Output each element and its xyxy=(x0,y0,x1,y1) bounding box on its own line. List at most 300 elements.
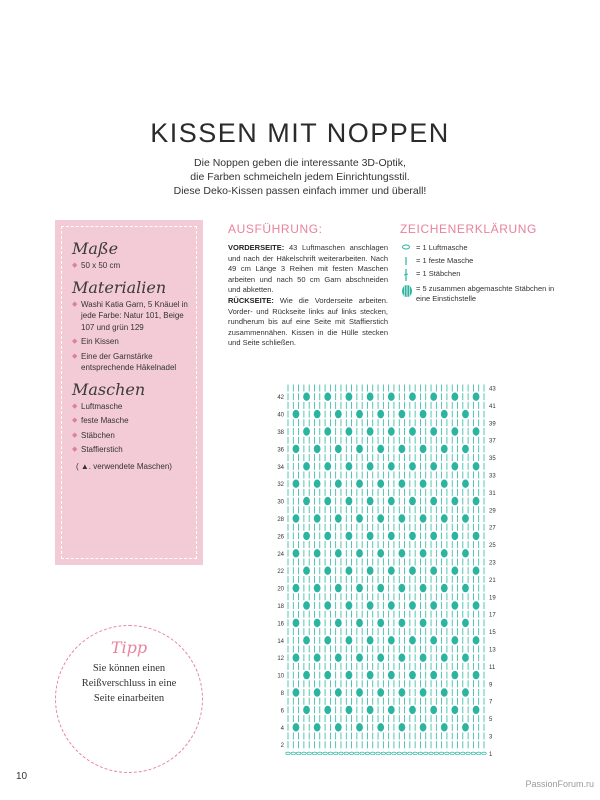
chain-stitch-mark xyxy=(439,752,443,755)
bobble-stitch-mark xyxy=(441,723,448,731)
row-label-right: 29 xyxy=(489,508,496,515)
chart-row xyxy=(288,741,484,748)
bobble-stitch-mark xyxy=(430,462,437,470)
bobble-stitch-mark xyxy=(451,706,458,714)
bobble-stitch-mark xyxy=(293,514,300,522)
bobble-stitch-mark xyxy=(314,654,321,662)
chart-row xyxy=(288,619,484,627)
bobble-stitch-mark xyxy=(430,497,437,505)
chart-row xyxy=(288,445,484,453)
materials-box-inner xyxy=(61,226,197,559)
bobble-stitch-mark xyxy=(398,619,405,627)
list-item-text: Luftmasche xyxy=(81,401,123,411)
row-label-left: 36 xyxy=(277,447,284,454)
bobble-stitch-mark xyxy=(473,462,480,470)
bobble-stitch-mark xyxy=(377,654,384,662)
bobble-stitch-mark xyxy=(388,532,395,540)
masse-heading: Maße xyxy=(72,239,119,258)
bobble-stitch-mark xyxy=(303,393,310,401)
chain-stitch-mark xyxy=(445,752,449,755)
bobble-stitch-mark xyxy=(473,393,480,401)
bobble-stitch-mark xyxy=(293,584,300,592)
ausfuehrung-heading: AUSFÜHRUNG: xyxy=(228,222,323,236)
row-label-left: 2 xyxy=(280,743,284,750)
rueckseite-text: Wie die Vorderseite arbeiten. Vorder- und Rückseite links auf links stecken, rundherum bis auf eine Seite mit Staffierstich zusammennähen. Kissen in die Hülle stecken und Seite schließen. xyxy=(228,295,388,348)
page-number: 10 xyxy=(16,771,28,782)
bobble-stitch-mark xyxy=(420,549,427,557)
row-label-left: 16 xyxy=(277,621,284,628)
chain-stitch-mark xyxy=(477,752,481,755)
chart-row xyxy=(288,611,484,618)
bobble-stitch-mark xyxy=(367,567,374,575)
tip-text xyxy=(56,661,202,706)
row-label-right: 21 xyxy=(489,577,496,584)
bobble-stitch-mark xyxy=(335,549,342,557)
chain-stitch-mark xyxy=(296,752,300,755)
row-label-right: 27 xyxy=(489,525,496,532)
row-label-left: 18 xyxy=(277,604,284,610)
row-label-right: 19 xyxy=(489,595,496,602)
maschen-note: ( ▲. verwendete Maschen) xyxy=(76,461,172,471)
bobble-stitch-mark xyxy=(473,636,480,644)
bobble-stitch-mark xyxy=(388,671,395,679)
chart-row xyxy=(288,541,484,548)
chart-row xyxy=(288,462,484,470)
materialien-list xyxy=(72,299,190,374)
bobble-stitch-mark xyxy=(346,636,353,644)
bobble-stitch-mark xyxy=(324,497,331,505)
diamond-bullet-icon: ◆ xyxy=(72,352,78,360)
bobble-stitch-mark xyxy=(409,706,416,714)
bobble-stitch-mark xyxy=(356,480,363,488)
bobble-stitch-mark xyxy=(441,410,448,418)
bobble-stitch-mark xyxy=(293,688,300,696)
chain-stitch-mark xyxy=(381,752,385,755)
row-label-right: 43 xyxy=(489,386,496,393)
chart-row xyxy=(288,671,484,679)
materialien-heading: Materialien xyxy=(72,277,167,297)
bobble-stitch-mark xyxy=(293,480,300,488)
bobble-stitch-mark xyxy=(346,393,353,401)
diamond-bullet-icon: ◆ xyxy=(72,431,78,439)
row-label-right: 35 xyxy=(489,456,496,463)
bobble-stitch-mark xyxy=(367,497,374,505)
bobble-stitch-mark xyxy=(314,410,321,418)
bobble-stitch-mark xyxy=(398,584,405,592)
bobble-stitch-mark xyxy=(462,584,469,592)
row-label-left: 32 xyxy=(277,482,284,489)
bobble-stitch-mark xyxy=(462,480,469,488)
bobble-stitch-mark xyxy=(430,567,437,575)
bobble-stitch-mark xyxy=(462,723,469,731)
bobble-stitch-mark xyxy=(377,445,384,453)
bobble-stitch-mark xyxy=(356,584,363,592)
bobble-stitch-mark xyxy=(430,393,437,401)
bobble-stitch-mark xyxy=(420,514,427,522)
bobble-stitch-mark xyxy=(420,619,427,627)
bobble-stitch-mark xyxy=(462,619,469,627)
list-item xyxy=(72,401,190,413)
tip-line: Seite einarbeiten xyxy=(93,693,165,704)
row-label-left: 10 xyxy=(277,673,284,680)
row-label-left: 42 xyxy=(277,395,284,402)
bobble-stitch-mark xyxy=(451,567,458,575)
legend-heading: ZEICHENERKLÄRUNG xyxy=(400,222,537,236)
bobble-stitch-mark xyxy=(441,654,448,662)
bobble-stitch-mark xyxy=(420,723,427,731)
chart-row xyxy=(288,584,484,592)
materials-box xyxy=(55,220,203,565)
double-crochet-icon xyxy=(401,269,411,281)
list-item xyxy=(72,351,190,374)
chart-row xyxy=(288,646,484,653)
legend-item xyxy=(400,282,570,304)
bobble-stitch-mark xyxy=(420,584,427,592)
chart-row xyxy=(288,680,484,687)
bobble-stitch-mark xyxy=(346,706,353,714)
bobble-stitch-mark xyxy=(324,532,331,540)
diamond-bullet-icon: ◆ xyxy=(72,417,78,424)
list-item-text: 50 x 50 cm xyxy=(81,261,121,270)
chart-row xyxy=(288,576,484,583)
chain-stitch-mark xyxy=(302,752,306,755)
bobble-stitch-mark xyxy=(430,671,437,679)
row-label-right: 23 xyxy=(489,560,496,567)
legend-item xyxy=(400,256,570,266)
chart-row xyxy=(288,410,484,418)
vorderseite-label: VORDERSEITE: xyxy=(228,243,285,252)
bobble-stitch-mark xyxy=(367,427,374,435)
row-label-right: 5 xyxy=(489,717,493,724)
bobble-stitch-mark xyxy=(367,671,374,679)
bobble-stitch-mark xyxy=(441,480,448,488)
list-item xyxy=(72,430,190,442)
bobble-stitch-mark xyxy=(335,514,342,522)
bobble-stitch-mark xyxy=(356,723,363,731)
bobble-stitch-mark xyxy=(409,497,416,505)
row-label-right: 31 xyxy=(489,490,496,497)
bobble-stitch-mark xyxy=(430,532,437,540)
chart-row xyxy=(288,636,484,644)
bobble-stitch-mark xyxy=(377,619,384,627)
bobble-stitch-mark xyxy=(293,654,300,662)
bobble-stitch-mark xyxy=(367,636,374,644)
row-label-left: 8 xyxy=(280,691,284,697)
row-label-left: 22 xyxy=(277,569,284,576)
bobble-stitch-mark xyxy=(451,462,458,470)
chain-stitch-mark xyxy=(397,752,401,755)
bobble-stitch-mark xyxy=(377,549,384,557)
bobble-stitch-mark xyxy=(346,532,353,540)
bobble-stitch-mark xyxy=(303,636,310,644)
bobble-stitch-mark xyxy=(388,497,395,505)
chart-row xyxy=(288,628,484,635)
row-label-right: 9 xyxy=(489,682,493,689)
bobble-stitch-mark xyxy=(388,601,395,609)
chart-row xyxy=(288,472,484,479)
row-label-left: 28 xyxy=(277,517,284,523)
bobble-stitch-mark xyxy=(473,671,480,679)
chain-stitch-mark xyxy=(392,752,396,755)
intro-line: Diese Deko-Kissen passen einfach immer und überall! xyxy=(173,185,427,197)
row-label-left: 34 xyxy=(277,464,284,471)
bobble-stitch-mark xyxy=(356,654,363,662)
bobble-stitch-mark xyxy=(420,445,427,453)
bobble-stitch-mark xyxy=(367,462,374,470)
bobble-stitch-mark xyxy=(324,636,331,644)
chart-row xyxy=(288,663,484,670)
chain-stitch-mark xyxy=(418,752,422,755)
bobble-stitch-mark xyxy=(388,706,395,714)
bobble-stitch-mark xyxy=(303,532,310,540)
chain-stitch-mark xyxy=(455,752,459,755)
row-label-left: 38 xyxy=(277,430,284,436)
bobble-stitch-mark xyxy=(451,671,458,679)
chart-row xyxy=(288,497,484,505)
row-label-right: 33 xyxy=(489,473,496,480)
bobble-stitch-mark xyxy=(420,654,427,662)
chain-stitch-mark xyxy=(328,752,332,755)
chain-stitch-mark xyxy=(286,752,290,755)
legend-label: = 1 Luftmasche xyxy=(416,243,468,252)
maschen-list xyxy=(72,401,190,456)
bobble-stitch-mark xyxy=(441,619,448,627)
chain-stitch-mark xyxy=(333,752,337,755)
bobble-stitch-mark xyxy=(324,393,331,401)
bobble-stitch-mark xyxy=(420,480,427,488)
bobble-stitch-mark xyxy=(398,723,405,731)
chain-stitch-mark xyxy=(318,752,322,755)
bobble-stitch-mark xyxy=(367,532,374,540)
bobble-stitch-mark xyxy=(324,706,331,714)
bobble-stitch-mark xyxy=(303,462,310,470)
bobble-stitch-mark xyxy=(441,514,448,522)
bobble-stitch-mark xyxy=(398,445,405,453)
bobble-stitch-mark xyxy=(409,462,416,470)
bobble-stitch-mark xyxy=(398,514,405,522)
chart-row xyxy=(288,559,484,566)
chart-row xyxy=(286,752,486,755)
chain-stitch-mark xyxy=(365,752,369,755)
bobble-stitch-mark xyxy=(441,584,448,592)
list-item xyxy=(72,260,190,272)
legend-item xyxy=(400,269,570,279)
instructions-text xyxy=(228,243,388,349)
bobble-stitch-mark xyxy=(398,410,405,418)
bobble-stitch-mark xyxy=(377,584,384,592)
bobble-stitch-mark xyxy=(473,601,480,609)
row-label-left: 40 xyxy=(277,412,284,419)
bobble-stitch-mark xyxy=(314,480,321,488)
list-item xyxy=(72,444,190,456)
list-item-text: Stäbchen xyxy=(81,430,115,440)
bobble-stitch-mark xyxy=(314,688,321,696)
bobble-stitch-mark xyxy=(324,601,331,609)
list-item-text: feste Masche xyxy=(81,416,129,425)
bobble-stitch-mark xyxy=(409,532,416,540)
row-label-right: 39 xyxy=(489,421,496,428)
bobble-stitch-mark xyxy=(367,393,374,401)
bobble-stitch-mark xyxy=(398,688,405,696)
bobble-stitch-mark xyxy=(462,410,469,418)
chain-stitch-mark xyxy=(339,752,343,755)
chart-row xyxy=(288,393,484,401)
bobble-stitch-mark xyxy=(409,393,416,401)
row-label-left: 24 xyxy=(277,551,284,558)
single-crochet-icon xyxy=(401,256,411,266)
chain-stitch-mark xyxy=(323,752,327,755)
chart-row xyxy=(288,514,484,522)
chart-row xyxy=(288,688,484,696)
bobble-stitch-mark xyxy=(303,601,310,609)
chart-row xyxy=(288,567,484,575)
chain-stitch-mark xyxy=(413,752,417,755)
bobble-stitch-mark xyxy=(346,427,353,435)
bobble-stitch-mark xyxy=(420,410,427,418)
bobble-stitch-mark xyxy=(441,445,448,453)
row-label-right: 15 xyxy=(489,630,496,637)
bobble-stitch-mark xyxy=(377,410,384,418)
bobble-stitch-mark xyxy=(303,427,310,435)
intro-line: die Farben schmeicheln jedem Einrichtungsstil. xyxy=(190,171,410,183)
row-label-right: 11 xyxy=(489,664,496,671)
legend-item xyxy=(400,243,570,253)
chart-row xyxy=(288,480,484,488)
bobble-stitch-mark xyxy=(335,410,342,418)
chain-stitch-mark xyxy=(466,752,470,755)
chain-stitch-icon xyxy=(401,243,411,251)
chain-stitch-mark xyxy=(434,752,438,755)
bobble-stitch-mark xyxy=(346,601,353,609)
bobble-stitch-mark xyxy=(356,445,363,453)
bobble-stitch-mark xyxy=(314,514,321,522)
chart-row xyxy=(288,427,484,435)
bobble-stitch-mark xyxy=(430,601,437,609)
row-label-left: 12 xyxy=(277,656,284,663)
chart-row xyxy=(288,454,484,461)
bobble-stitch-mark xyxy=(356,514,363,522)
chain-stitch-mark xyxy=(371,752,375,755)
chart-row xyxy=(288,532,484,540)
bobble-stitch-mark xyxy=(314,723,321,731)
row-label-right: 1 xyxy=(489,751,493,758)
intro-line: Die Noppen geben die interessante 3D-Optik, xyxy=(194,157,406,169)
row-label-left: 26 xyxy=(277,534,284,541)
bobble-stitch-mark xyxy=(430,706,437,714)
chart-row xyxy=(288,601,484,609)
bobble-stitch-mark xyxy=(462,688,469,696)
bobble-stitch-mark xyxy=(473,706,480,714)
bobble-stitch-mark xyxy=(335,688,342,696)
diamond-bullet-icon: ◆ xyxy=(72,300,78,308)
tip-heading: Tipp xyxy=(110,638,148,657)
stitch-legend xyxy=(400,243,570,307)
bobble-stitch-mark xyxy=(398,654,405,662)
row-label-left: 4 xyxy=(280,725,284,732)
chart-row xyxy=(288,715,484,722)
list-item-text: Eine der Garnstärke entsprechende Häkelnadel xyxy=(81,351,177,372)
chain-stitch-mark xyxy=(291,752,295,755)
legend-label: = 1 Stäbchen xyxy=(416,269,461,278)
bobble-stitch-mark xyxy=(324,567,331,575)
bobble-stitch-mark xyxy=(335,445,342,453)
bobble-stitch-mark xyxy=(409,427,416,435)
row-label-right: 41 xyxy=(489,403,496,410)
row-label-right: 3 xyxy=(489,734,493,741)
tip-line: Reißverschluss in eine xyxy=(81,678,177,689)
bobble-stitch-mark xyxy=(367,706,374,714)
chart-row xyxy=(288,706,484,714)
bobble-stitch-mark xyxy=(451,636,458,644)
diamond-bullet-icon: ◆ xyxy=(72,262,78,269)
bobble-stitch-mark xyxy=(473,532,480,540)
bobble-stitch-mark xyxy=(398,549,405,557)
chart-row xyxy=(288,402,484,409)
chart-row-labels xyxy=(277,387,496,758)
row-label-right: 37 xyxy=(489,438,496,445)
tip-line: Sie können einen xyxy=(92,663,166,674)
bobble-stitch-mark xyxy=(451,497,458,505)
chart-row xyxy=(288,698,484,705)
bobble-stitch-mark xyxy=(377,688,384,696)
bobble-stitch-mark xyxy=(335,584,342,592)
chart-row xyxy=(288,593,484,600)
chain-stitch-mark xyxy=(386,752,390,755)
bobble-stitch-mark xyxy=(462,549,469,557)
bobble-stitch-mark xyxy=(346,671,353,679)
masse-list xyxy=(72,260,190,272)
watermark: PassionForum.ru xyxy=(525,779,594,789)
list-item-text: Ein Kissen xyxy=(81,337,119,346)
bobble-stitch-mark xyxy=(335,723,342,731)
intro-text xyxy=(120,156,480,198)
row-label-left: 14 xyxy=(277,638,284,645)
bobble-stitch-mark xyxy=(356,410,363,418)
chart-row xyxy=(288,489,484,496)
bobble-stitch-mark xyxy=(335,619,342,627)
chain-stitch-mark xyxy=(429,752,433,755)
chain-stitch-mark xyxy=(402,752,406,755)
bobble-stitch-mark xyxy=(462,654,469,662)
chart-row xyxy=(288,549,484,557)
bobble-stitch-mark xyxy=(356,619,363,627)
bobble-stitch-mark xyxy=(377,723,384,731)
list-item-text: Staffierstich xyxy=(81,445,123,454)
chart-row xyxy=(288,437,484,444)
chart-row xyxy=(288,419,484,426)
bobble-stitch-mark xyxy=(388,567,395,575)
chain-stitch-mark xyxy=(344,752,348,755)
bobble-stitch-mark xyxy=(409,636,416,644)
row-label-left: 30 xyxy=(277,499,284,506)
bobble-stitch-mark xyxy=(293,549,300,557)
chart-row xyxy=(288,723,484,731)
chart-grid xyxy=(286,385,486,755)
row-label-left: 20 xyxy=(277,586,284,593)
bobble-stitch-mark xyxy=(409,601,416,609)
bobble-stitch-mark xyxy=(388,393,395,401)
chain-stitch-mark xyxy=(355,752,359,755)
bobble-stitch-mark xyxy=(314,584,321,592)
bobble-stitch-mark xyxy=(346,462,353,470)
bobble-stitch-mark xyxy=(335,654,342,662)
bobble-stitch-mark xyxy=(473,497,480,505)
crochet-chart xyxy=(270,378,502,770)
bobble-stitch-mark xyxy=(420,688,427,696)
bobble-stitch-mark xyxy=(388,462,395,470)
bobble-stitch-icon xyxy=(401,284,413,298)
bobble-stitch-mark xyxy=(388,636,395,644)
